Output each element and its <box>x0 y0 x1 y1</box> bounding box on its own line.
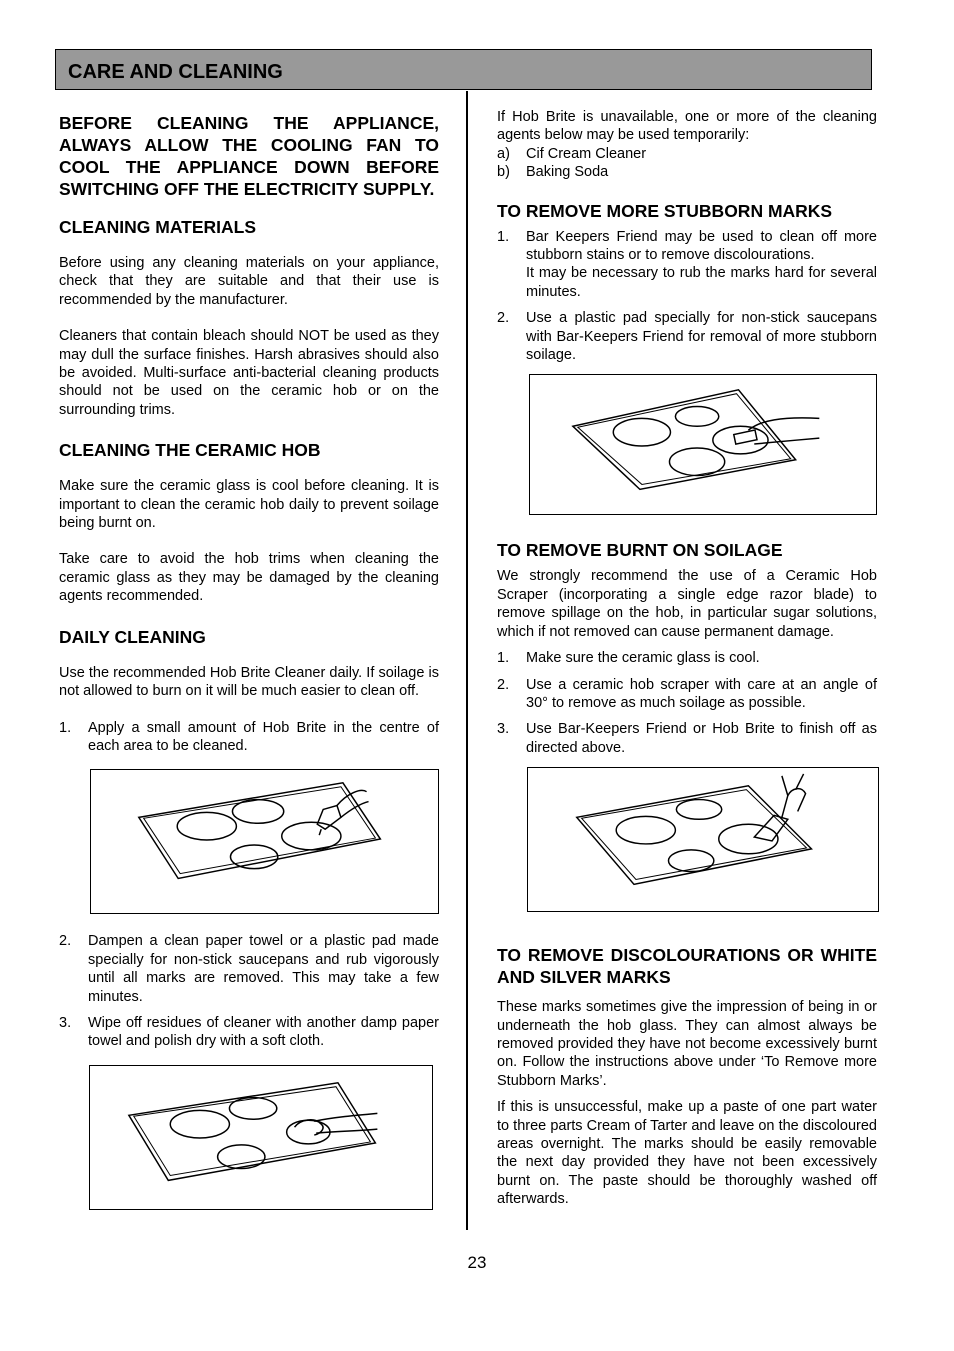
materials-paragraph-2: Cleaners that contain bleach should NOT be used as they may dull the surface finishes. Harsh abrasives should also be avoided. Multi-surface anti-bacterial cleaning products should not be used on the ceramic hob or on the surrounding trims. <box>59 328 439 418</box>
heading-burnt-soilage: TO REMOVE BURNT ON SOILAGE <box>497 540 783 561</box>
burnt-paragraph-1: We strongly recommend the use of a Ceramic Hob Scraper (incorporating a single edge razor blade) to remove spillage on the hob, in particular sugar solutions, which if not removed can cause permanent damage. <box>497 568 877 640</box>
agent-letter: b) <box>497 164 510 181</box>
section-header <box>55 49 872 90</box>
agent-item <box>497 145 877 163</box>
list-item <box>59 719 439 756</box>
list-text: Use Bar-Keepers Friend or Hob Brite to finish off as directed above. <box>526 721 877 756</box>
page-title: CARE AND CLEANING <box>68 61 283 83</box>
ceramic-paragraph-1: Make sure the ceramic glass is cool before cleaning. It is important to clean the ceramic hob daily to prevent soilage being burnt on. <box>59 478 439 532</box>
safety-warning: BEFORE CLEANING THE APPLIANCE, ALWAYS ALLOW THE COOLING FAN TO COOL THE APPLIANCE DOWN BEFORE SWITCHING OFF THE ELECTRICITY SUPPLY. <box>59 113 439 199</box>
hob-drawing <box>91 770 438 913</box>
list-text: Use a ceramic hob scraper with care at an angle of 30° to remove as much soilage as possible. <box>526 676 877 711</box>
hob-drawing <box>528 768 878 911</box>
list-number: 1. <box>497 228 510 245</box>
column-divider <box>466 91 468 1230</box>
agent-item <box>497 163 877 181</box>
list-item <box>59 932 439 1006</box>
agent-letter: a) <box>497 145 510 162</box>
list-item <box>497 720 877 757</box>
heading-discolourations: TO REMOVE DISCOLOURATIONS OR WHITE AND SILVER MARKS <box>497 945 877 988</box>
heading-stubborn-marks: TO REMOVE MORE STUBBORN MARKS <box>497 200 833 221</box>
list-text: Dampen a clean paper towel or a plastic pad made specially for non-stick saucepans and rub vigorously until all marks are removed. This may take a few minutes. <box>88 933 439 1005</box>
discolour-paragraph-2: If this is unsuccessful, make up a paste of one part water to three parts Cream of Tarter and leave on the discoloured areas overnight. The marks should be easily removable the next day provided they have not been excessively burnt on. The paste should be thoroughly washed off afterwards. <box>497 1099 877 1208</box>
heading-cleaning-materials: CLEANING MATERIALS <box>59 217 257 237</box>
list-item <box>497 309 877 364</box>
list-item <box>497 228 877 302</box>
discolour-paragraph-1: These marks sometimes give the impression of being in or underneath the hob glass. They can almost always be removed provided they have not become excessively burnt on. Follow the instructions above under ‘To Remove more Stubborn Marks’. <box>497 999 877 1089</box>
right-column <box>497 108 877 1227</box>
list-number: 2. <box>497 310 510 327</box>
daily-paragraph-1: Use the recommended Hob Brite Cleaner daily. If soilage is not allowed to burn on it will be much easier to clean off. <box>59 664 439 700</box>
left-column <box>59 112 439 1210</box>
list-number: 3. <box>497 721 510 738</box>
hob-illustration-plastic-pad <box>529 374 877 515</box>
hob-illustration-scraper <box>527 767 879 912</box>
list-text: Use a plastic pad specially for non-stick saucepans with Bar-Keepers Friend for removal of more stubborn soilage. <box>526 310 877 364</box>
list-text: Bar Keepers Friend may be used to clean off more stubborn stains or to remove discolourations. <box>526 228 877 264</box>
hob-drawing <box>530 375 876 514</box>
list-text: Make sure the ceramic glass is cool. <box>526 650 760 667</box>
list-text: Wipe off residues of cleaner with another damp paper towel and polish dry with a soft cloth. <box>88 1014 439 1050</box>
list-number: 1. <box>59 719 72 736</box>
list-item <box>59 1014 439 1051</box>
heading-daily-cleaning: DAILY CLEANING <box>59 626 206 647</box>
agent-text: Baking Soda <box>526 164 609 181</box>
list-number: 2. <box>59 933 72 950</box>
heading-cleaning-ceramic-hob: CLEANING THE CERAMIC HOB <box>59 440 321 461</box>
agent-text: Cif Cream Cleaner <box>526 145 647 162</box>
page-number: 23 <box>467 1253 487 1272</box>
materials-paragraph-1: Before using any cleaning materials on your appliance, check that they are suitable and that their use is recommended by the manufacturer. <box>59 255 439 308</box>
hob-illustration-apply-cleaner <box>90 769 439 914</box>
alternatives-intro: If Hob Brite is unavailable, one or more of the cleaning agents below may be used temporarily: <box>497 109 877 144</box>
hob-illustration-wipe-polish <box>89 1065 433 1210</box>
list-number: 3. <box>59 1014 72 1031</box>
list-item <box>497 676 877 713</box>
list-text-extra: It may be necessary to rub the marks hard for several minutes. <box>526 265 877 300</box>
hob-drawing <box>90 1066 432 1209</box>
list-number: 1. <box>497 650 510 667</box>
list-number: 2. <box>497 676 510 693</box>
ceramic-paragraph-2: Take care to avoid the hob trims when cleaning the ceramic glass as they may be damaged by the cleaning agents recommended. <box>59 551 439 605</box>
list-item <box>497 649 877 667</box>
list-text: Apply a small amount of Hob Brite in the centre of each area to be cleaned. <box>88 719 439 754</box>
